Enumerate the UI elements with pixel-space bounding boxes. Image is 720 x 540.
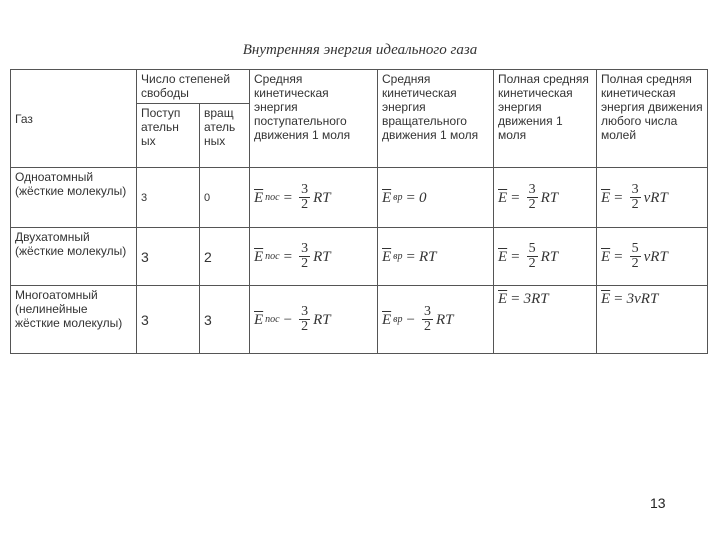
header-full-1mol: Полная средняя кинетическая энергия движения 1 моля <box>494 70 597 168</box>
table-row <box>11 286 708 354</box>
table-title: Внутренняя энергия идеального газа <box>242 42 478 58</box>
e-rot-cell <box>378 168 494 228</box>
header-full-any: Полная средняя кинетическая энергия движения любого числа молей <box>597 70 708 168</box>
formula: $\overline{E}$ = 3νRT <box>601 291 659 307</box>
dof-rot-value: 2 <box>200 228 250 286</box>
table-row <box>11 228 708 286</box>
formula: $\overline{E}$ = 3RT <box>498 291 549 307</box>
e-any-cell <box>597 168 708 228</box>
e-trans-cell <box>250 228 378 286</box>
formula: $\overline{E}$ = $\frac{3}{2}$ RT <box>498 182 559 212</box>
header-avg-trans: Средняя кинетическая энергия поступательного движения 1 моля <box>250 70 378 168</box>
formula: $\overline{E}$ = $\frac{5}{2}$ νRT <box>601 241 668 271</box>
e-rot-cell <box>378 286 494 354</box>
formula: $\overline{E}$ пос − $\frac{3}{2}$ RT <box>254 304 331 334</box>
formula: $\overline{E}$ вр = RT <box>382 248 437 265</box>
formula: $\overline{E}$ = $\frac{5}{2}$ RT <box>498 241 559 271</box>
header-dof-trans: Поступ ательн ых <box>137 104 200 168</box>
page-number: 13 <box>650 495 666 511</box>
dof-trans-value: 3 <box>137 228 200 286</box>
internal-energy-table <box>10 69 708 354</box>
formula: $\overline{E}$ пос = $\frac{3}{2}$ RT <box>254 182 331 212</box>
header-dof: Число степеней свободы <box>137 70 250 104</box>
e-trans-cell <box>250 168 378 228</box>
e-full-cell <box>494 168 597 228</box>
gas-name: Многоатомный (нелинейные жёсткие молекулы) <box>11 286 137 354</box>
header-gas: Газ <box>11 70 137 168</box>
dof-rot-value: 0 <box>200 168 250 228</box>
dof-trans-value: 3 <box>137 286 200 354</box>
gas-name: Двухатомный (жёсткие молекулы) <box>11 228 137 286</box>
e-rot-cell <box>378 228 494 286</box>
header-avg-rot: Средняя кинетическая энергия вращательного движения 1 моля <box>378 70 494 168</box>
e-any-cell <box>597 228 708 286</box>
dof-rot-value: 3 <box>200 286 250 354</box>
e-full-cell <box>494 228 597 286</box>
dof-trans-value: 3 <box>137 168 200 228</box>
e-trans-cell <box>250 286 378 354</box>
formula: $\overline{E}$ вр = 0 <box>382 189 427 206</box>
formula: $\overline{E}$ пос = $\frac{3}{2}$ RT <box>254 241 331 271</box>
table-row <box>11 168 708 228</box>
gas-name: Одноатомный (жёсткие молекулы) <box>11 168 137 228</box>
e-any-cell <box>597 286 708 354</box>
e-full-cell <box>494 286 597 354</box>
header-dof-rot: вращ атель ных <box>200 104 250 168</box>
formula: $\overline{E}$ вр − $\frac{3}{2}$ RT <box>382 304 454 334</box>
formula: $\overline{E}$ = $\frac{3}{2}$ νRT <box>601 182 668 212</box>
